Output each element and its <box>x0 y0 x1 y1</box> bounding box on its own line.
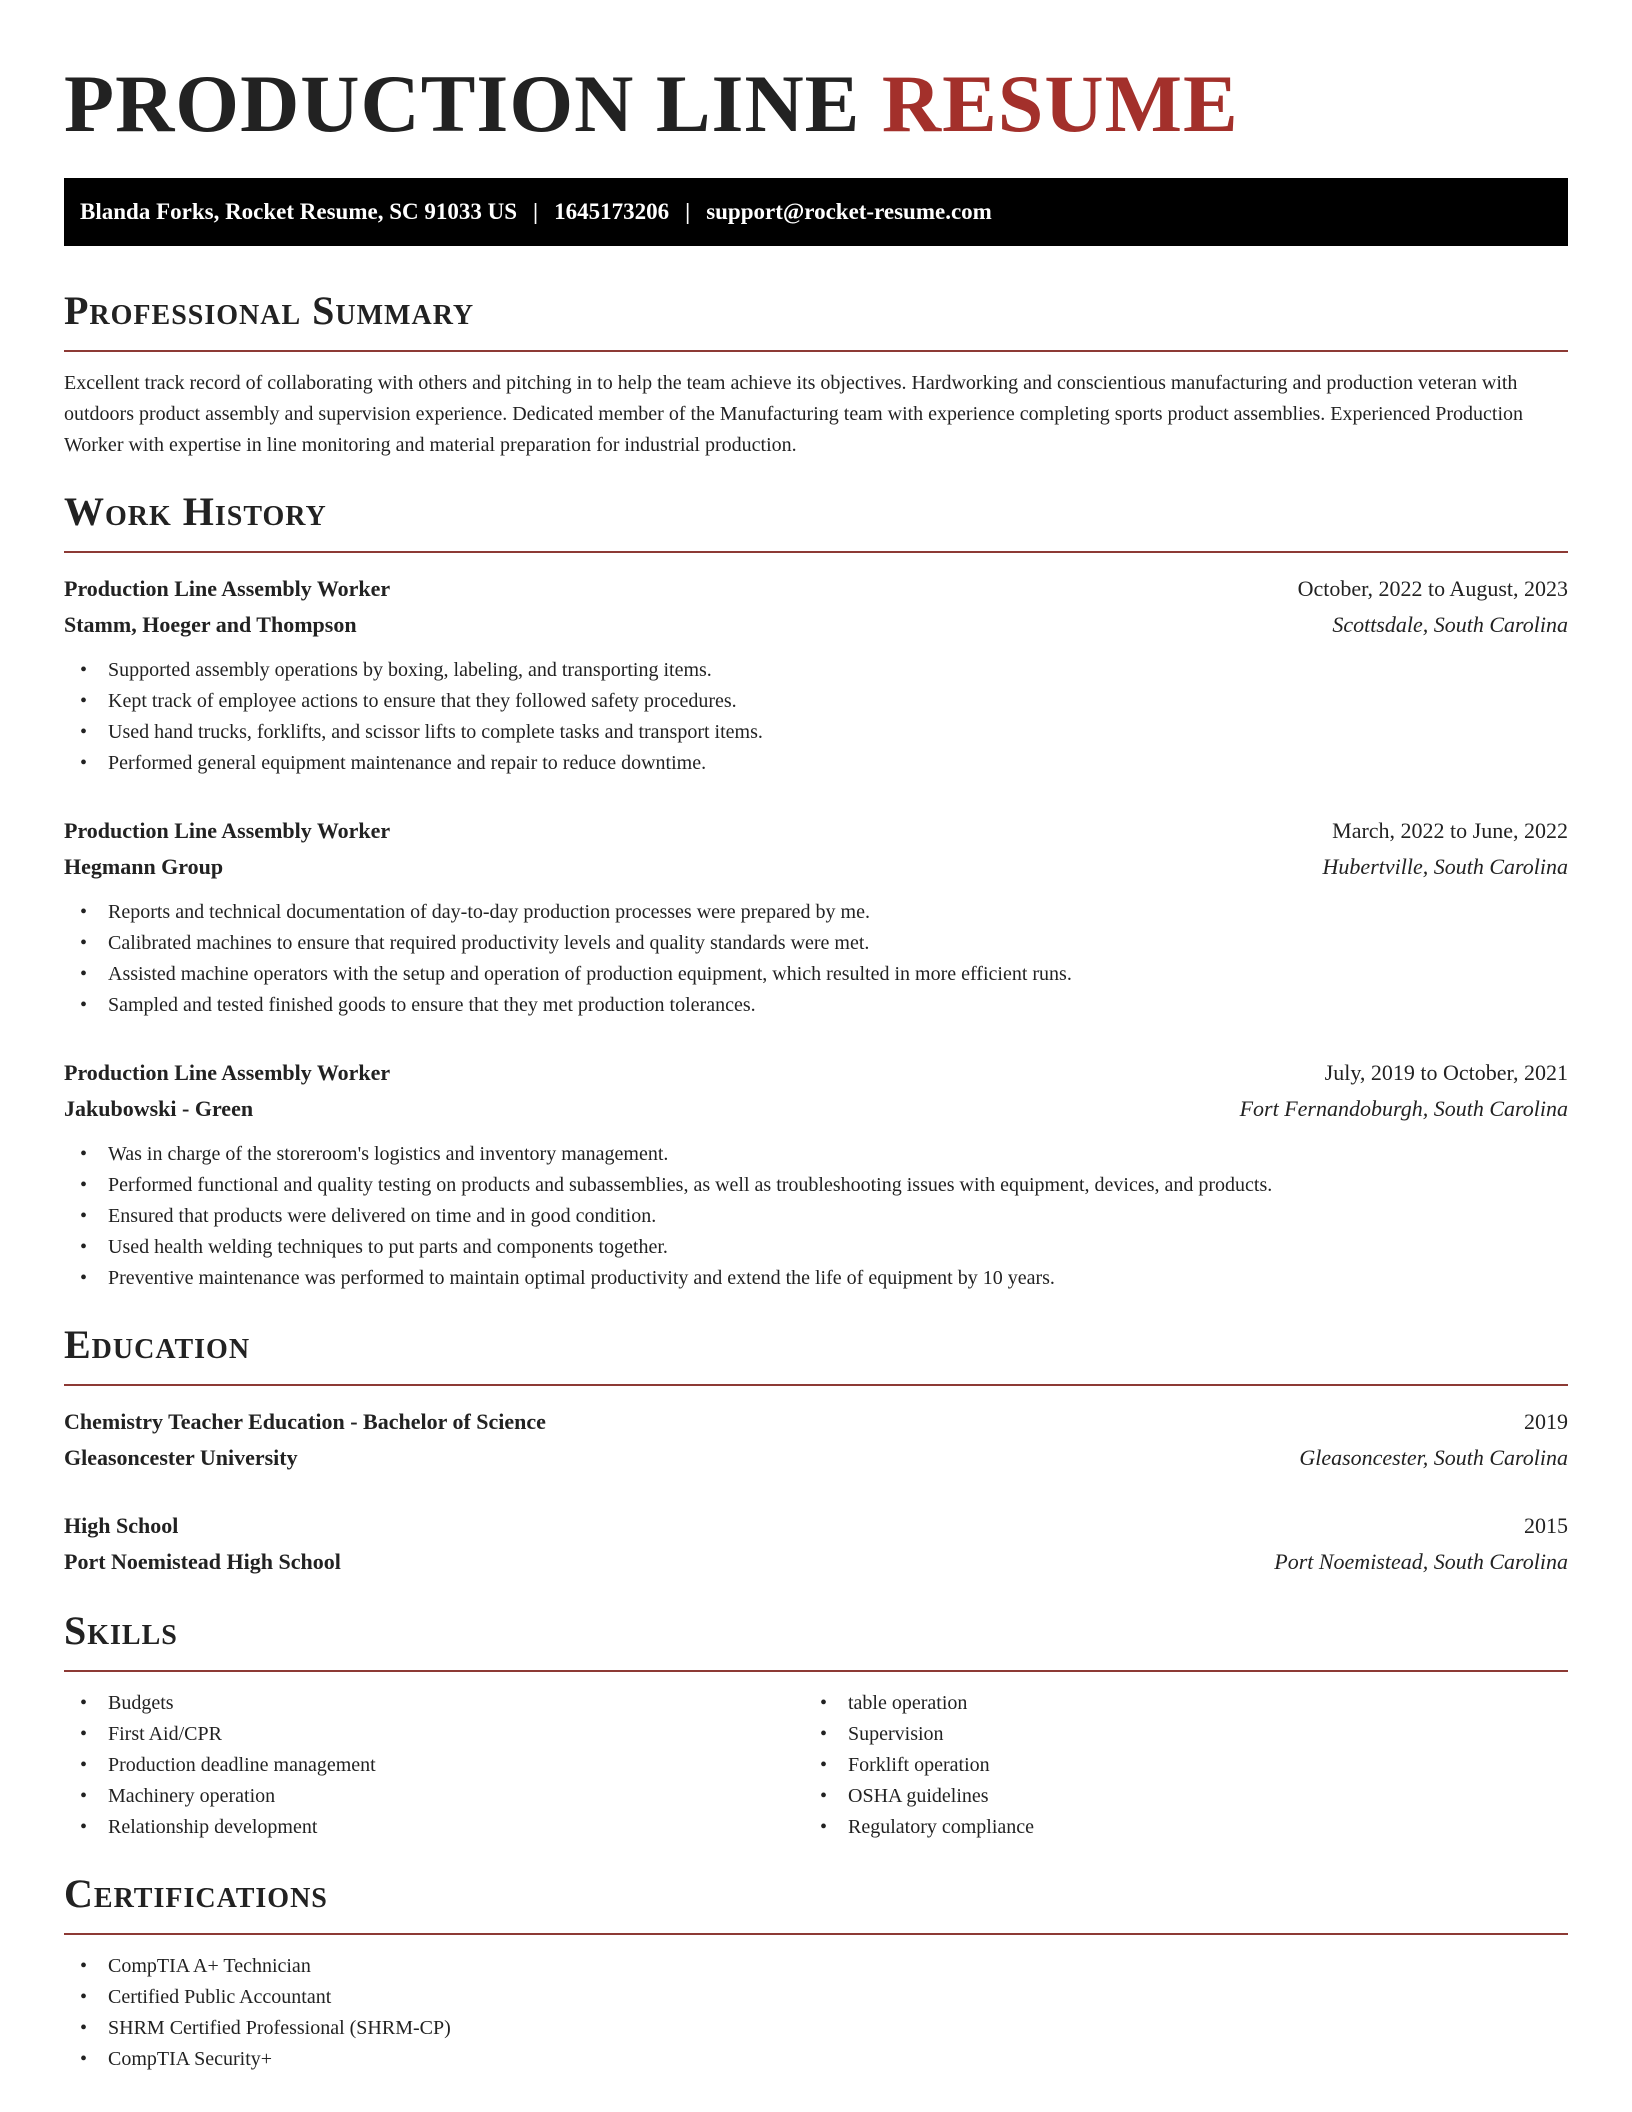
section-divider <box>64 350 1568 352</box>
job-title: Production Line Assembly Worker <box>64 1060 391 1085</box>
job-company: Jakubowski - Green <box>64 1096 254 1121</box>
list-item: • Preventive maintenance was performed to maintain optimal productivity and extend the life of equipment by 10 years. <box>64 1263 1568 1294</box>
certifications-list <box>64 1951 1568 2075</box>
certification-item: • Certified Public Accountant <box>64 1982 1568 2013</box>
education-heading: Education <box>64 1322 251 1367</box>
skill-item: • Machinery operation <box>64 1781 804 1812</box>
education-school: Port Noemistead High School <box>64 1549 341 1574</box>
education-location: Gleasoncester, South Carolina <box>1299 1445 1568 1470</box>
job-title: Production Line Assembly Worker <box>64 818 391 843</box>
list-item: • Assisted machine operators with the setup and operation of production equipment, which resulted in more efficient runs. <box>64 959 1568 990</box>
work-heading: Work History <box>64 489 327 534</box>
list-item: • Performed general equipment maintenance and repair to reduce downtime. <box>64 748 1568 779</box>
list-item: • Performed functional and quality testing on products and subassemblies, as well as troubleshooting issues with equipment, devices, and products. <box>64 1170 1568 1201</box>
skill-item: • First Aid/CPR <box>64 1719 804 1750</box>
section-divider <box>64 551 1568 553</box>
list-item: • Reports and technical documentation of day-to-day production processes were prepared by me. <box>64 897 1568 928</box>
certification-item: • CompTIA Security+ <box>64 2044 1568 2075</box>
job-dates: October, 2022 to August, 2023 <box>1297 576 1568 601</box>
job-header-row <box>64 571 1568 607</box>
job-company-row <box>64 607 1568 643</box>
education-entry <box>64 1508 1568 1580</box>
skills-column-left <box>64 1688 804 1843</box>
job-company: Hegmann Group <box>64 854 224 879</box>
contact-bar <box>64 178 1568 246</box>
job-header-row <box>64 1055 1568 1091</box>
list-item: • Used health welding techniques to put parts and components together. <box>64 1232 1568 1263</box>
education-school-row <box>64 1544 1568 1580</box>
education-year: 2019 <box>1524 1409 1568 1434</box>
job-duties-list <box>64 1139 1568 1294</box>
job-dates: July, 2019 to October, 2021 <box>1324 1060 1568 1085</box>
summary-heading: Professional Summary <box>64 288 475 333</box>
job-dates: March, 2022 to June, 2022 <box>1332 818 1568 843</box>
skill-item: • Regulatory compliance <box>804 1812 1544 1843</box>
education-degree-row <box>64 1508 1568 1544</box>
contact-email: support@rocket-resume.com <box>706 199 992 224</box>
skill-item: • Supervision <box>804 1719 1544 1750</box>
skills-column-right <box>804 1688 1544 1843</box>
list-item: • Kept track of employee actions to ensure that they followed safety procedures. <box>64 686 1568 717</box>
skill-item: • Relationship development <box>64 1812 804 1843</box>
contact-separator: | <box>685 199 691 224</box>
skills-list <box>64 1688 1568 1843</box>
job-company-row <box>64 849 1568 885</box>
job-location: Scottsdale, South Carolina <box>1332 612 1568 637</box>
education-entry <box>64 1404 1568 1476</box>
certification-item: • CompTIA A+ Technician <box>64 1951 1568 1982</box>
title-main: PRODUCTION LINE <box>64 58 861 149</box>
job-location: Fort Fernandoburgh, South Carolina <box>1239 1096 1568 1121</box>
job-title: Production Line Assembly Worker <box>64 576 391 601</box>
education-degree: High School <box>64 1513 179 1538</box>
skill-item: • table operation <box>804 1688 1544 1719</box>
education-school: Gleasoncester University <box>64 1445 298 1470</box>
skill-item: • Budgets <box>64 1688 804 1719</box>
job-entry <box>64 571 1568 779</box>
job-company-row <box>64 1091 1568 1127</box>
education-degree: Chemistry Teacher Education - Bachelor of Science <box>64 1409 546 1434</box>
skill-item: • Production deadline management <box>64 1750 804 1781</box>
contact-phone: 1645173206 <box>554 199 670 224</box>
contact-address: Blanda Forks, Rocket Resume, SC 91033 US <box>80 199 518 224</box>
education-location: Port Noemistead, South Carolina <box>1274 1549 1568 1574</box>
certifications-section <box>64 1869 1568 2075</box>
job-entry <box>64 1055 1568 1294</box>
list-item: • Was in charge of the storeroom's logistics and inventory management. <box>64 1139 1568 1170</box>
section-divider <box>64 1933 1568 1935</box>
list-item: • Supported assembly operations by boxing, labeling, and transporting items. <box>64 655 1568 686</box>
education-degree-row <box>64 1404 1568 1440</box>
skills-heading: Skills <box>64 1608 178 1653</box>
list-item: • Sampled and tested finished goods to ensure that they met production tolerances. <box>64 990 1568 1021</box>
contact-separator: | <box>533 199 539 224</box>
resume-title <box>64 56 1568 152</box>
summary-text: Excellent track record of collaborating with others and pitching in to help the team achieve its objectives. Hardworking and conscientious manufacturing and production veteran with outdoors product assembly and supervision experience. Dedicated member of the Manufacturing team with experience completing sports product assemblies. Experienced Production Worker with expertise in line monitoring and material preparation for industrial production. <box>64 372 1524 456</box>
job-entry <box>64 813 1568 1021</box>
education-school-row <box>64 1440 1568 1476</box>
skill-item: • Forklift operation <box>804 1750 1544 1781</box>
skill-item: • OSHA guidelines <box>804 1781 1544 1812</box>
certifications-heading: Certifications <box>64 1871 328 1916</box>
list-item: • Used hand trucks, forklifts, and scissor lifts to complete tasks and transport items. <box>64 717 1568 748</box>
list-item: • Calibrated machines to ensure that required productivity levels and quality standards were met. <box>64 928 1568 959</box>
list-item: • Ensured that products were delivered on time and in good condition. <box>64 1201 1568 1232</box>
title-accent: RESUME <box>881 58 1239 149</box>
job-location: Hubertville, South Carolina <box>1322 854 1568 879</box>
certification-item: • SHRM Certified Professional (SHRM-CP) <box>64 2013 1568 2044</box>
job-duties-list <box>64 897 1568 1021</box>
job-header-row <box>64 813 1568 849</box>
education-year: 2015 <box>1524 1513 1568 1538</box>
job-duties-list <box>64 655 1568 779</box>
job-company: Stamm, Hoeger and Thompson <box>64 612 357 637</box>
section-divider <box>64 1384 1568 1386</box>
section-divider <box>64 1670 1568 1672</box>
